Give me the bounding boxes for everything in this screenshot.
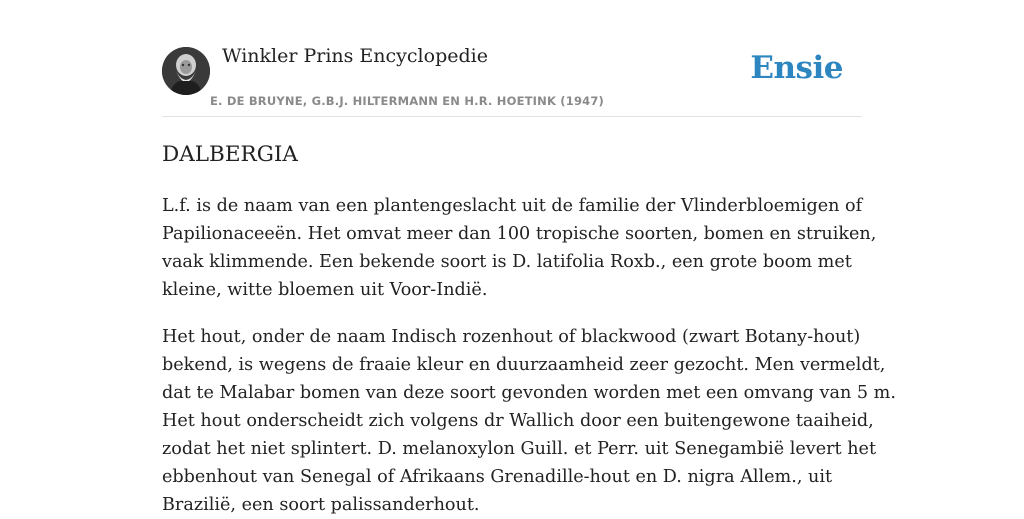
article-page: [162, 0, 896, 515]
entry-paragraph: [162, 323, 896, 519]
source-title[interactable]: Winkler Prins Encyclopedie: [222, 45, 488, 67]
paragraph-line: bekend, is wegens de fraaie kleur en duurzaamheid zeer gezocht. Men vermeldt,: [162, 355, 886, 375]
entry-paragraph: [162, 192, 877, 304]
paragraph-line: ebbenhout van Senegal of Afrikaans Grenadille-hout en D. nigra Allem., uit: [162, 467, 833, 487]
source-header: [162, 0, 862, 117]
paragraph-line: Het hout onderscheidt zich volgens dr Wallich door een buitengewone taaiheid,: [162, 411, 874, 431]
paragraph-line: vaak klimmende. Een bekende soort is D. latifolia Roxb., een grote boom met: [162, 252, 852, 272]
author-avatar: [162, 47, 210, 95]
source-authors: E. DE BRUYNE, G.B.J. HILTERMANN EN H.R. HOETINK (1947): [210, 94, 605, 108]
paragraph-line: L.f. is de naam van een plantengeslacht uit de familie der Vlinderbloemigen of: [162, 196, 863, 216]
entry-title: DALBERGIA: [162, 142, 298, 167]
paragraph-line: Brazilië, een soort palissanderhout.: [162, 495, 480, 515]
ensie-logo-link[interactable]: Ensie: [750, 50, 843, 86]
paragraph-line: dat te Malabar bomen van deze soort gevonden worden met een omvang van 5 m.: [162, 383, 896, 403]
paragraph-line: zodat het niet splintert. D. melanoxylon Guill. et Perr. uit Senegambië levert het: [162, 439, 877, 459]
paragraph-line: Het hout, onder de naam Indisch rozenhout of blackwood (zwart Botany-hout): [162, 327, 861, 347]
paragraph-line: Papilionaceeën. Het omvat meer dan 100 tropische soorten, bomen en struiken,: [162, 224, 877, 244]
paragraph-line: kleine, witte bloemen uit Voor-Indië.: [162, 280, 488, 300]
author-portrait-icon: [162, 47, 210, 95]
